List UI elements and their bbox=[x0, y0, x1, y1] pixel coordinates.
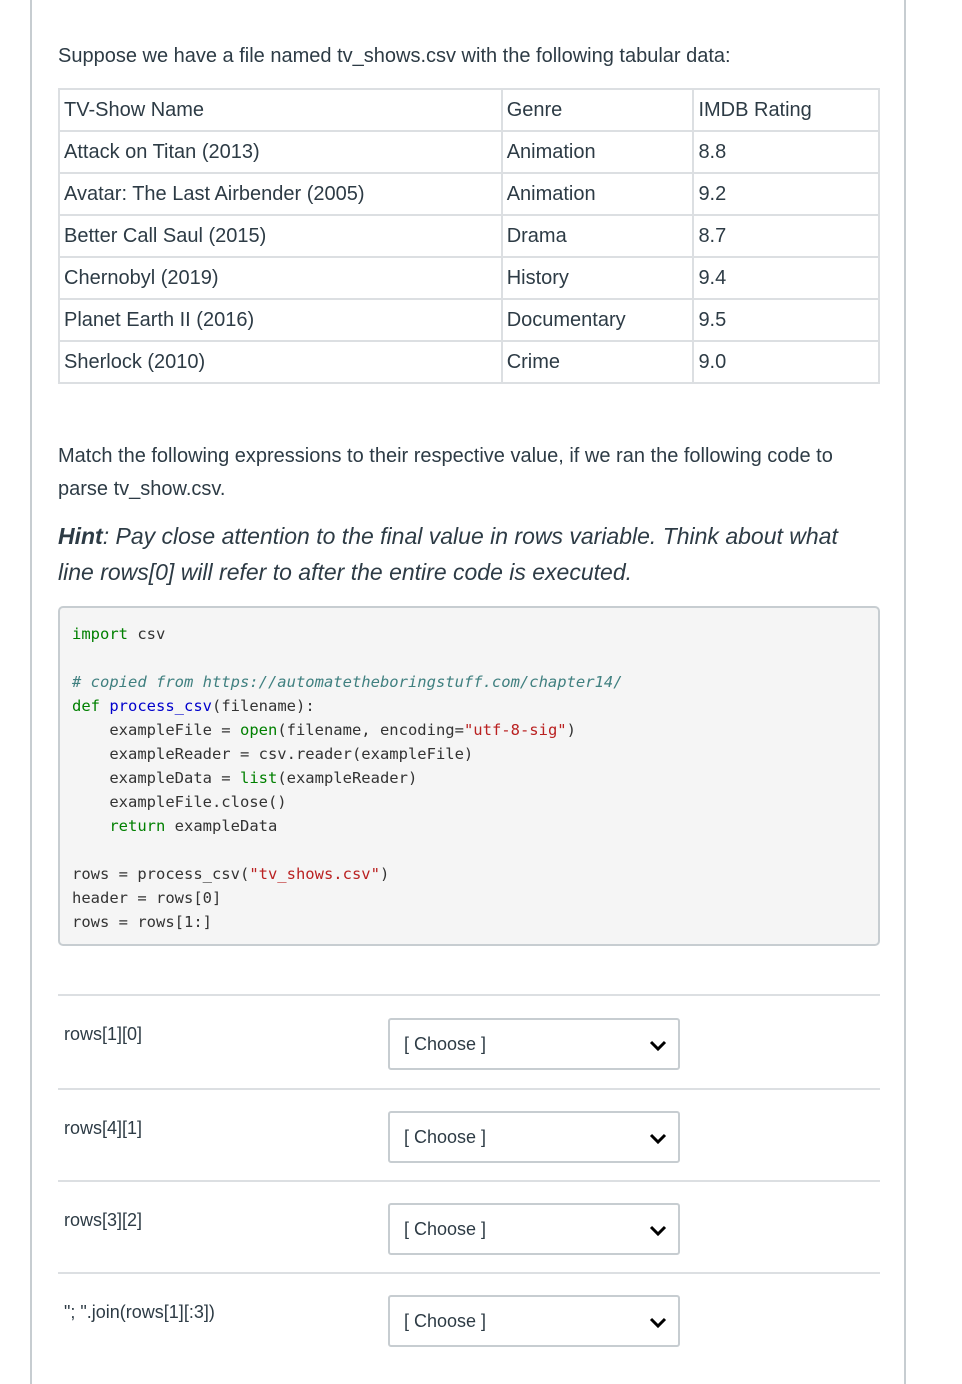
table-cell: Animation bbox=[502, 131, 694, 173]
code-line: # copied from https://automatetheboringstuff.com/chapter14/ bbox=[72, 673, 623, 691]
intro-text: Suppose we have a file named tv_shows.csv with the following tabular data: bbox=[58, 45, 731, 67]
table-cell: Animation bbox=[502, 173, 694, 215]
table-cell: 9.2 bbox=[693, 173, 879, 215]
dropdown-label: [ Choose ] bbox=[404, 1219, 487, 1239]
table-cell: Crime bbox=[502, 341, 694, 383]
table-cell: Avatar: The Last Airbender (2005) bbox=[59, 173, 502, 215]
table-cell: 8.8 bbox=[693, 131, 879, 173]
hint-label: Hint bbox=[58, 523, 103, 549]
table-cell: 9.5 bbox=[693, 299, 879, 341]
match-instructions: Match the following expressions to their respective value, if we ran the following code to parse tv_show.csv. bbox=[58, 445, 833, 500]
table-cell: 8.7 bbox=[693, 215, 879, 257]
match-expression: rows[3][2] bbox=[64, 1210, 143, 1230]
table-row bbox=[59, 341, 879, 383]
table-cell: 9.0 bbox=[693, 341, 879, 383]
table-row bbox=[59, 215, 879, 257]
code-line: rows = rows[1:] bbox=[72, 913, 212, 931]
table-cell: Attack on Titan (2013) bbox=[59, 131, 502, 173]
match-row bbox=[58, 1180, 880, 1272]
code-line-blank bbox=[72, 646, 866, 670]
code-line: def process_csv(filename): bbox=[72, 697, 315, 715]
tv-shows-table bbox=[58, 88, 880, 384]
match-row bbox=[58, 994, 880, 1088]
code-line: exampleReader = csv.reader(exampleFile) bbox=[72, 745, 474, 763]
code-line: exampleData = list(exampleReader) bbox=[72, 769, 418, 787]
answer-dropdown[interactable] bbox=[388, 1111, 680, 1163]
header-cell: Genre bbox=[502, 89, 694, 131]
table-row bbox=[59, 131, 879, 173]
hint-text bbox=[58, 518, 880, 590]
match-expression: rows[4][1] bbox=[64, 1118, 143, 1138]
hint-body: : Pay close attention to the final value in rows variable. Think about what line rows[0] will refer to after the entire code is executed. bbox=[58, 523, 838, 585]
table-cell: Chernobyl (2019) bbox=[59, 257, 502, 299]
match-expression: "; ".join(rows[1][:3]) bbox=[64, 1302, 215, 1322]
table-cell: 9.4 bbox=[693, 257, 879, 299]
table-cell: Sherlock (2010) bbox=[59, 341, 502, 383]
code-line-blank bbox=[72, 838, 866, 862]
code-line: import csv bbox=[72, 625, 166, 643]
match-row bbox=[58, 1272, 880, 1384]
dropdown-label: [ Choose ] bbox=[404, 1034, 487, 1054]
code-line: return exampleData bbox=[72, 817, 278, 835]
chevron-down-icon bbox=[648, 1129, 668, 1149]
chevron-down-icon bbox=[648, 1313, 668, 1333]
table-row bbox=[59, 299, 879, 341]
match-row bbox=[58, 1088, 880, 1180]
table-cell: History bbox=[502, 257, 694, 299]
table-header-row bbox=[59, 89, 879, 131]
header-cell: IMDB Rating bbox=[693, 89, 879, 131]
table-cell: Documentary bbox=[502, 299, 694, 341]
code-line: header = rows[0] bbox=[72, 889, 222, 907]
code-block bbox=[58, 606, 880, 946]
code-line: exampleFile.close() bbox=[72, 793, 287, 811]
chevron-down-icon bbox=[648, 1221, 668, 1241]
table-cell: Drama bbox=[502, 215, 694, 257]
match-expression: rows[1][0] bbox=[64, 1024, 143, 1044]
dropdown-label: [ Choose ] bbox=[404, 1127, 487, 1147]
answer-dropdown[interactable] bbox=[388, 1018, 680, 1070]
table-cell: Better Call Saul (2015) bbox=[59, 215, 502, 257]
table-row bbox=[59, 257, 879, 299]
header-cell: TV-Show Name bbox=[59, 89, 502, 131]
answer-dropdown[interactable] bbox=[388, 1295, 680, 1347]
chevron-down-icon bbox=[648, 1036, 668, 1056]
dropdown-label: [ Choose ] bbox=[404, 1311, 487, 1331]
answer-dropdown[interactable] bbox=[388, 1203, 680, 1255]
table-cell: Planet Earth II (2016) bbox=[59, 299, 502, 341]
table-row bbox=[59, 173, 879, 215]
code-line: rows = process_csv("tv_shows.csv") bbox=[72, 865, 390, 883]
code-line: exampleFile = open(filename, encoding="utf-8-sig") bbox=[72, 721, 576, 739]
